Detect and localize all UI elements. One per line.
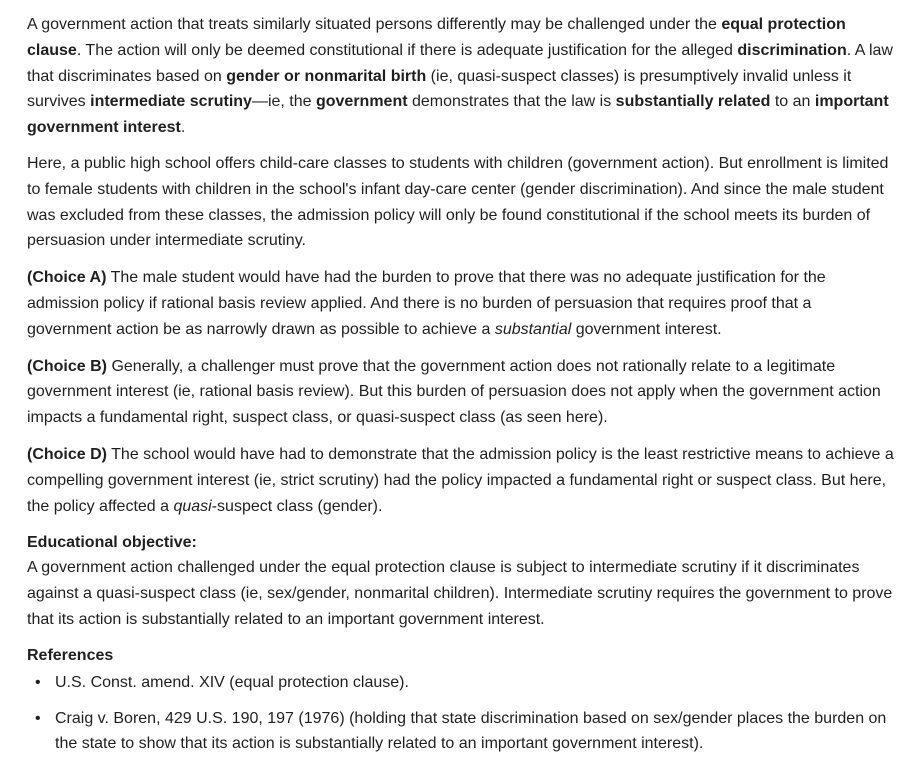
intro-paragraph: A government action that treats similarly situated persons differently may be challenged under the equal protection clause. The action will only be deemed constitutional if there is adequate justification for the alleged discrimination. A law that discriminates based on gender or nonmarital birth (ie, quasi-suspect classes) is presumptively invalid unless it survives intermediate scrutiny—ie, the government demonstrates that the law is substantially related to an important government interest. — [27, 16, 893, 137]
term-equal-protection-clause: equal protection clause — [27, 16, 846, 59]
choice-b-paragraph: (Choice B) Generally, a challenger must prove that the government action does not rationally relate to a legitimate government interest (ie, rational basis review). But this burden of persuasion does not apply when the government action impacts a fundamental right, suspect class, or quasi-suspect class (as seen here). — [27, 357, 881, 427]
choice-a-paragraph: (Choice A) The male student would have had the burden to prove that there was no adequate justification for the admission policy if rational basis review applied. And there is no burden of persuasion that requires proof that a government action be as narrowly drawn as possible to achieve a substantial government interest. — [27, 269, 826, 338]
bullet-icon: • — [35, 709, 41, 727]
choice-b-label: (Choice B) — [27, 357, 107, 375]
facts-paragraph: Here, a public high school offers child-care classes to students with children (government action). But enrollment is limited to female students with children in the school's infant day-care center (gender discrimination). And since the male student was excluded from these classes, the admission policy will only be found constitutional if the school meets its burden of persuasion under intermediate scrutiny. — [27, 154, 889, 250]
objective-text: A government action challenged under the equal protection clause is subject to intermediate scrutiny if it discriminates against a quasi-suspect class (ie, sex/gender, nonmarital children). Intermediate scrutiny requires the government to prove that its action is substantially related to an important government interest. — [27, 559, 893, 628]
references-list — [27, 670, 897, 757]
objective-heading: Educational objective: — [27, 534, 197, 552]
choice-d-label: (Choice D) — [27, 445, 107, 463]
list-item: • U.S. Const. amend. XIV (equal protection clause). — [55, 670, 897, 696]
bullet-icon: • — [35, 673, 41, 691]
choice-d-paragraph: (Choice D) The school would have had to demonstrate that the admission policy is the least restrictive means to achieve a compelling government interest (ie, strict scrutiny) had the policy impacted a fundamental right or suspect class. But here, the policy affected a quasi-suspect class (gender). — [27, 445, 894, 515]
term-substantially-related: substantially related — [615, 93, 771, 111]
term-important-government-interest: important government interest — [27, 93, 889, 137]
term-government: government — [315, 93, 408, 111]
references-heading: References — [27, 646, 114, 664]
list-item: • Craig v. Boren, 429 U.S. 190, 197 (1976) (holding that state discrimination based on sex/gender places the burden on the state to show that its action is substantially related to an important government interest). — [55, 706, 897, 758]
term-intermediate-scrutiny: intermediate scrutiny — [90, 93, 252, 111]
term-gender-nonmarital-birth: gender or nonmarital birth — [226, 67, 427, 85]
term-discrimination: discrimination — [737, 41, 847, 59]
choice-a-label: (Choice A) — [27, 269, 107, 287]
